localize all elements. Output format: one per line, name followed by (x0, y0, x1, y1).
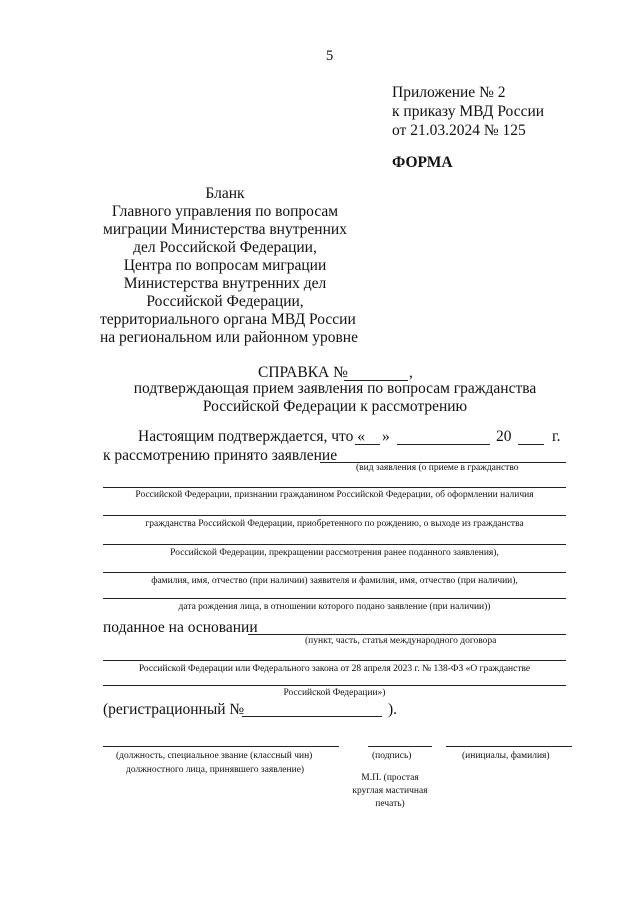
blank-line-2: Главного управления по вопросам (111, 203, 339, 220)
fill-line-8 (103, 660, 566, 661)
blank-line-3: миграции Министерства внутренних (103, 221, 347, 238)
caption-line-9: Российской Федерации») (283, 688, 386, 698)
certificate-title-suffix: , (409, 364, 413, 381)
sign-line (368, 746, 432, 747)
blank-line-9: на региональном или районном уровне (100, 329, 358, 346)
fill-line-5 (103, 572, 566, 573)
reg-prefix: (регистрационный № (103, 701, 245, 718)
position-line (103, 746, 339, 747)
caption-line-8: Российской Федерации или Федерального закона от 28 апреля 2023 г. № 138-ФЗ «О гражданстве (138, 664, 531, 674)
caption-sign: (подпись) (372, 751, 412, 761)
blank-line-1: Бланк (205, 185, 245, 202)
day-line (355, 444, 380, 445)
fill-line-2 (103, 487, 566, 488)
blank-line-5: Центра по вопросам миграции (123, 257, 327, 274)
confirm-text: Настоящим подтверждается, что « (138, 428, 365, 445)
certificate-subtitle-2: Российской Федерации к рассмотрению (202, 398, 468, 415)
stamp-line-3: печать) (375, 799, 405, 809)
blank-line-4: дел Российской Федерации, (133, 239, 317, 256)
appendix-line-3: от 21.03.2024 № 125 (392, 122, 526, 139)
page-number: 5 (326, 48, 334, 64)
blank-line-8: территориального органа МВД России (100, 311, 356, 328)
appendix-line-2: к приказу МВД России (392, 103, 545, 120)
blank-line-6: Министерства внутренних дел (123, 275, 327, 292)
appendix-line-1: Приложение № 2 (392, 84, 506, 101)
reg-suffix: ). (388, 701, 398, 718)
certificate-title-prefix: СПРАВКА № (258, 364, 348, 381)
basis-text: поданное на основании (103, 619, 258, 636)
quote-close: » (382, 428, 390, 445)
caption-initials: (инициалы, фамилия) (462, 751, 550, 761)
caption-basis: (пункт, часть, статья международного договора (305, 636, 497, 646)
fill-line-9 (103, 685, 566, 686)
caption-position-2: должностного лица, принявшего заявление) (126, 765, 305, 775)
certificate-subtitle-1: подтверждающая прием заявления по вопросам гражданства (133, 380, 537, 397)
initials-line (446, 746, 572, 747)
caption-application-type: (вид заявления (о приеме в гражданство (356, 463, 519, 473)
accepted-text: к рассмотрению принято заявление (103, 447, 338, 464)
caption-line-4: Российской Федерации, прекращении рассмотрения ранее поданного заявления), (170, 548, 499, 558)
blank-line-7: Российской Федерации, (146, 293, 304, 310)
stamp-line-2: круглая мастичная (352, 786, 428, 796)
fill-line-4 (103, 544, 566, 545)
caption-position-1: (должность, специальное звание (классный чин) (116, 751, 313, 761)
caption-line-5: фамилия, имя, отчество (при наличии) заявителя и фамилия, имя, отчество (при наличии), (151, 576, 518, 586)
caption-line-3: гражданства Российской Федерации, приобретенного по рождению, о выходе из гражданства (145, 519, 524, 529)
caption-line-6: дата рождения лица, в отношении которого подано заявление (при наличии)) (178, 602, 491, 612)
month-line (397, 444, 490, 445)
form-label: ФОРМА (392, 154, 453, 171)
reg-number-line (242, 716, 382, 717)
stamp-line-1: М.П. (простая (361, 773, 419, 783)
caption-line-2: Российской Федерации, признании гражданином Российской Федерации, об оформлении наличия (135, 490, 534, 500)
year-line (518, 444, 544, 445)
fill-line-6 (103, 598, 566, 599)
year-prefix: 20 (496, 428, 512, 445)
fill-line-3 (103, 515, 566, 516)
year-suffix: г. (552, 428, 561, 445)
